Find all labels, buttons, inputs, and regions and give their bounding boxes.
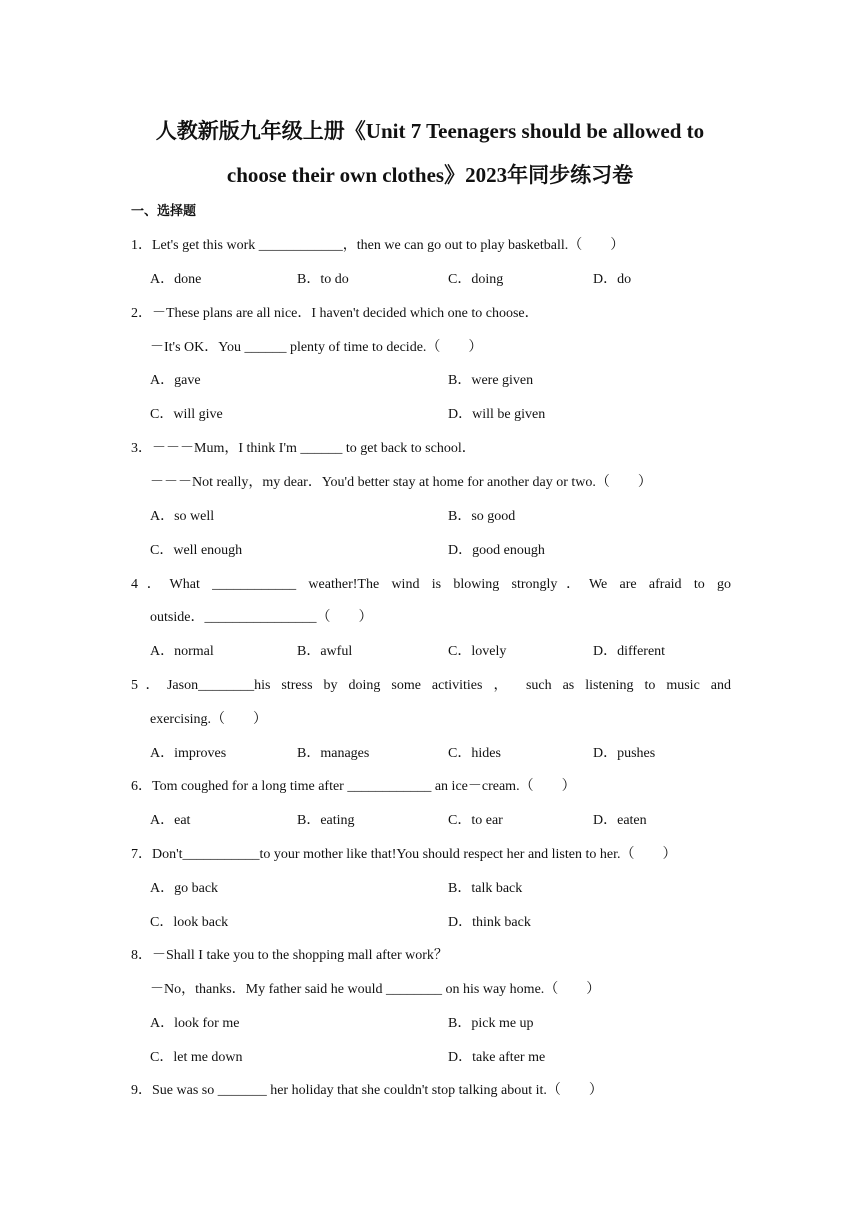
question-8-option-d[interactable]: D．take after me (448, 1050, 546, 1065)
question-5-option-d[interactable]: D．pushes (593, 746, 656, 761)
question-3-option-d[interactable]: D．good enough (448, 543, 545, 558)
question-3-option-a[interactable]: A．so well (150, 509, 215, 524)
question-3-stem: 3．－－－Mum，I think I'm ______ to get back to school． (131, 441, 476, 456)
question-2-stem: 2．－These plans are all nice．I haven't decided which one to choose． (131, 306, 539, 321)
question-3-option-c[interactable]: C．well enough (150, 543, 243, 558)
question-7-option-d[interactable]: D．think back (448, 915, 531, 930)
question-2-stem-line-2: －It's OK．You ______ plenty of time to decide.（ ） (150, 340, 483, 355)
question-4-option-b[interactable]: B．awful (297, 644, 353, 659)
question-7-option-a[interactable]: A．go back (150, 881, 219, 896)
question-1-option-b[interactable]: B．to do (297, 272, 349, 287)
title-line-1: 人教新版九年级上册《Unit 7 Teenagers should be allowed to (155, 119, 705, 143)
question-3-option-b[interactable]: B．so good (448, 509, 516, 524)
question-9-stem: 9．Sue was so _______ her holiday that she couldn't stop talking about it.（ ） (131, 1083, 603, 1098)
question-6-option-d[interactable]: D．eaten (593, 813, 647, 828)
title-line-2: choose their own clothes》2023年同步练习卷 (226, 163, 634, 187)
question-6-stem: 6．Tom coughed for a long time after ____________ an ice－cream.（ ） (131, 779, 576, 794)
question-6-option-b[interactable]: B．eating (297, 813, 355, 828)
question-8-option-a[interactable]: A．look for me (150, 1016, 240, 1031)
question-3-stem-line-2: －－－Not really，my dear．You'd better stay at home for another day or two.（ ） (150, 475, 652, 490)
question-4-stem: 4．What ____________ weather!The wind is blowing strongly．We are afraid to go (131, 577, 731, 592)
question-1-option-a[interactable]: A．done (150, 272, 202, 287)
question-7-option-b[interactable]: B．talk back (448, 881, 523, 896)
question-8-option-c[interactable]: C．let me down (150, 1050, 243, 1065)
question-7-option-c[interactable]: C．look back (150, 915, 229, 930)
question-4-option-d[interactable]: D．different (593, 644, 666, 659)
question-4-option-a[interactable]: A．normal (150, 644, 214, 659)
question-8-stem-line-2: －No，thanks．My father said he would ________ on his way home.（ ） (150, 982, 601, 997)
question-2-option-a[interactable]: A．gave (150, 373, 201, 388)
question-5-stem-line-2: exercising.（ ） (150, 712, 268, 727)
question-1-stem: 1．Let's get this work ____________，then we can go out to play basketball.（ ） (131, 238, 625, 253)
question-1-option-d[interactable]: D．do (593, 272, 632, 287)
question-1-option-c[interactable]: C．doing (448, 272, 504, 287)
question-4-stem-line-2: outside．________________（ ） (150, 610, 373, 625)
question-7-stem: 7．Don't___________to your mother like that!You should respect her and listen to her.（ ） (131, 847, 677, 862)
question-6-option-a[interactable]: A．eat (150, 813, 191, 828)
question-5-option-b[interactable]: B．manages (297, 746, 370, 761)
question-8-stem: 8．－Shall I take you to the shopping mall after work？ (131, 948, 448, 963)
section-heading: 一、选择题 (131, 204, 197, 219)
question-4-option-c[interactable]: C．lovely (448, 644, 507, 659)
question-2-option-d[interactable]: D．will be given (448, 407, 546, 422)
question-5-stem: 5．Jason________his stress by doing some activities ， such as listening to music and (131, 678, 731, 693)
question-8-option-b[interactable]: B．pick me up (448, 1016, 534, 1031)
question-2-option-b[interactable]: B．were given (448, 373, 534, 388)
question-2-option-c[interactable]: C．will give (150, 407, 223, 422)
question-6-option-c[interactable]: C．to ear (448, 813, 503, 828)
question-5-option-a[interactable]: A．improves (150, 746, 227, 761)
question-5-option-c[interactable]: C．hides (448, 746, 501, 761)
